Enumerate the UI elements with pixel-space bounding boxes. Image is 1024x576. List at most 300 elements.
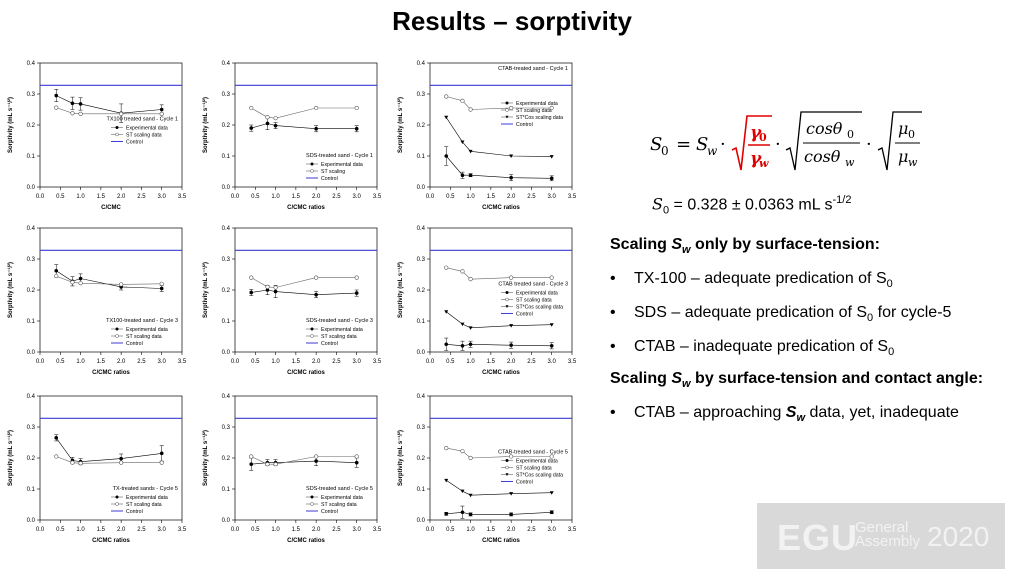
formula-cos0-sub: 0 xyxy=(847,128,854,141)
st-scaling-point xyxy=(71,280,75,284)
bullet-tail: for cycle-5 xyxy=(873,304,952,321)
y-tick-label: 0.1 xyxy=(221,319,230,325)
st-scaling-point xyxy=(249,455,253,459)
x-tick-label: 2.5 xyxy=(332,194,341,200)
legend-label: ST scaling data xyxy=(126,334,162,340)
x-axis-label: C/CMC ratios xyxy=(482,205,520,211)
legend-marker xyxy=(311,335,314,338)
bullet-text: CTAB – approaching xyxy=(634,404,786,421)
experimental-point xyxy=(160,287,164,291)
legend-marker xyxy=(116,133,119,136)
egu-logo xyxy=(757,503,1005,569)
st-scaling-point xyxy=(54,455,58,459)
experimental-point xyxy=(119,457,123,461)
st-scaling-point xyxy=(444,95,448,99)
x-tick-label: 3.5 xyxy=(177,527,187,533)
formula-dot-3: · xyxy=(866,134,872,155)
y-tick-label: 0.4 xyxy=(26,226,35,232)
experimental-point xyxy=(160,108,164,112)
y-tick-label: 0.3 xyxy=(221,92,230,98)
st-scaling-point xyxy=(160,282,164,286)
x-tick-label: 0.5 xyxy=(446,359,455,365)
legend-label: Experimental data xyxy=(126,327,168,333)
y-tick-label: 0.3 xyxy=(416,92,425,98)
bullet-sds xyxy=(610,304,1020,324)
legend-marker xyxy=(116,496,119,499)
bullet-dot: • xyxy=(610,304,616,321)
st-scaling-point xyxy=(160,112,164,116)
legend-label: Control xyxy=(126,341,143,347)
legend-label: ST scaling data xyxy=(126,502,162,508)
experimental-point xyxy=(444,342,448,346)
st-scaling-point xyxy=(469,108,473,112)
x-tick-label: 1.5 xyxy=(96,359,106,365)
experimental-point xyxy=(461,173,465,177)
y-tick-label: 0.0 xyxy=(416,350,425,356)
y-tick-label: 0.4 xyxy=(26,61,35,67)
y-tick-label: 0.0 xyxy=(416,185,425,191)
experimental-point xyxy=(550,344,554,348)
legend-marker xyxy=(116,126,119,129)
y-tick-label: 0.3 xyxy=(221,425,230,431)
y-tick-label: 0.2 xyxy=(416,288,425,294)
x-tick-label: 3.5 xyxy=(567,359,577,365)
formula-muw: μ xyxy=(898,147,909,166)
x-tick-label: 3.0 xyxy=(547,527,556,533)
x-tick-label: 0.0 xyxy=(425,527,435,533)
y-tick-label: 0.2 xyxy=(416,456,425,462)
formula-gammaw-sub: w xyxy=(759,157,769,170)
bullet-text: TX-100 – adequate predication of S xyxy=(634,270,887,287)
st-scaling-point xyxy=(550,276,554,280)
legend-label: ST scaling data xyxy=(321,334,357,340)
heading2-sym: S xyxy=(671,370,683,387)
y-axis-label: Sorptivity (mL s⁻¹/²) xyxy=(8,96,14,154)
legend-label: Control xyxy=(126,139,143,146)
st-scaling-point xyxy=(461,99,465,103)
heading2-sub: w xyxy=(682,378,691,391)
y-tick-label: 0.2 xyxy=(26,456,35,462)
experimental-point xyxy=(469,513,473,517)
x-tick-label: 1.0 xyxy=(76,359,85,365)
x-tick-label: 3.0 xyxy=(547,359,556,365)
bullet-ctab-approaching xyxy=(610,404,1020,424)
x-tick-label: 3.0 xyxy=(157,194,166,200)
y-tick-label: 0.0 xyxy=(221,185,230,191)
x-tick-label: 1.0 xyxy=(271,527,280,533)
experimental-point xyxy=(79,277,83,281)
st-scaling-point xyxy=(119,283,123,287)
bullet-text: CTAB – inadequate predication of S xyxy=(634,338,889,355)
heading-surface-tension xyxy=(610,236,880,256)
x-tick-label: 1.5 xyxy=(486,527,496,533)
st-cos-scaling-point xyxy=(460,490,464,494)
s0-result xyxy=(652,194,851,217)
st-scaling-point xyxy=(160,461,164,465)
formula-gamma0: γ xyxy=(750,123,762,143)
y-axis-label: Sorptivity (mL s⁻¹/²) xyxy=(8,261,14,319)
legend-marker xyxy=(311,503,314,506)
formula-cosw-sub: w xyxy=(845,156,855,169)
legend-label: Experimental data xyxy=(321,495,363,501)
bullet-sub: 0 xyxy=(886,278,893,291)
y-tick-label: 0.3 xyxy=(26,257,35,263)
st-scaling-point xyxy=(79,281,83,285)
x-tick-label: 2.0 xyxy=(506,527,516,533)
st-scaling-point xyxy=(71,111,75,115)
slide-title: Results – sorptivity xyxy=(392,6,632,36)
y-tick-label: 0.2 xyxy=(416,123,425,129)
heading2-post: by surface-tension and contact angle: xyxy=(690,370,984,387)
st-scaling-point xyxy=(355,106,359,110)
y-axis-label: Sorptivity (mL s⁻¹/²) xyxy=(398,96,404,154)
x-tick-label: 0.0 xyxy=(35,194,45,200)
y-tick-label: 0.3 xyxy=(221,257,230,263)
experimental-point xyxy=(274,290,278,294)
x-tick-label: 2.5 xyxy=(332,359,341,365)
st-scaling-point xyxy=(119,461,123,465)
st-scaling-point xyxy=(249,106,253,110)
experimental-point xyxy=(355,461,359,465)
x-tick-label: 1.0 xyxy=(271,194,280,200)
x-tick-label: 0.0 xyxy=(425,194,435,200)
legend-label: ST scaling data xyxy=(126,132,162,139)
y-tick-label: 0.0 xyxy=(221,350,230,356)
experimental-point xyxy=(249,126,253,130)
y-tick-label: 0.1 xyxy=(416,154,425,160)
formula-dot-2: · xyxy=(775,134,781,155)
s0-value-exp: -1/2 xyxy=(832,194,852,206)
bullet-tail: data, yet, inadequate xyxy=(805,404,959,421)
sorptivity-chart xyxy=(0,220,190,380)
st-cos-scaling-point xyxy=(444,116,448,120)
legend-marker xyxy=(506,459,509,462)
experimental-point xyxy=(249,291,253,295)
x-tick-label: 3.5 xyxy=(372,194,382,200)
st-scaling-point xyxy=(355,455,359,459)
sorptivity-chart xyxy=(195,220,385,380)
sorptivity-chart xyxy=(390,55,580,215)
heading1-sym: S xyxy=(671,236,683,253)
legend-marker xyxy=(311,496,314,499)
experimental-point xyxy=(160,452,164,456)
experimental-point xyxy=(355,127,359,131)
formula-equals: = xyxy=(676,134,692,155)
bullet-sub: 0 xyxy=(867,312,874,325)
x-tick-label: 3.0 xyxy=(352,359,361,365)
experimental-point xyxy=(79,102,83,106)
st-scaling-point xyxy=(249,276,253,280)
experimental-point xyxy=(249,462,253,466)
s0-symbol-sub: 0 xyxy=(662,204,670,217)
chart-title: SDS-treated sand - Cycle 1 xyxy=(306,153,373,159)
x-tick-label: 2.0 xyxy=(311,359,321,365)
legend-label: Control xyxy=(516,311,533,318)
legend-label: ST*Cos scaling data xyxy=(516,304,563,311)
x-axis-label: C/CMC ratios xyxy=(287,205,325,211)
st-scaling-point xyxy=(469,277,473,281)
st-scaling-point xyxy=(314,106,318,110)
y-tick-label: 0.2 xyxy=(221,288,230,294)
st-scaling-point xyxy=(461,449,465,453)
x-tick-label: 3.5 xyxy=(567,527,577,533)
legend-marker xyxy=(506,298,509,301)
y-tick-label: 0.1 xyxy=(26,487,35,493)
st-scaling-point xyxy=(266,285,270,289)
heading-surface-tension-contact-angle xyxy=(610,370,983,390)
st-scaling-point xyxy=(79,112,83,116)
x-axis-label: C/CMC ratios xyxy=(287,370,325,376)
legend-marker xyxy=(506,102,509,105)
legend-label: Control xyxy=(516,479,533,486)
bullet-sub: 0 xyxy=(888,346,895,359)
x-tick-label: 2.5 xyxy=(527,194,536,200)
y-axis-label: Sorptivity (mL s⁻¹/²) xyxy=(203,429,209,487)
x-tick-label: 2.0 xyxy=(116,359,126,365)
x-tick-label: 0.5 xyxy=(56,527,65,533)
legend-label: Experimental data xyxy=(321,327,363,333)
y-tick-label: 0.0 xyxy=(26,518,35,524)
x-tick-label: 1.0 xyxy=(466,527,475,533)
x-tick-label: 3.5 xyxy=(372,359,382,365)
x-tick-label: 2.0 xyxy=(116,194,126,200)
st-scaling-point xyxy=(444,266,448,270)
experimental-point xyxy=(71,102,75,106)
egu-logo-assembly: Assembly xyxy=(855,533,921,550)
x-tick-label: 2.5 xyxy=(527,527,536,533)
chart-title: CTAB-treated sand - Cycle 1 xyxy=(498,66,568,72)
bullet-sym: S xyxy=(785,404,797,421)
y-tick-label: 0.1 xyxy=(221,487,230,493)
st-scaling-point xyxy=(469,456,473,460)
y-tick-label: 0.3 xyxy=(26,425,35,431)
experimental-point xyxy=(314,293,318,297)
legend-label: Experimental data xyxy=(126,125,168,132)
formula-sw-sub: w xyxy=(707,144,718,158)
x-tick-label: 2.0 xyxy=(311,194,321,200)
st-scaling-point xyxy=(119,112,123,116)
sorptivity-chart xyxy=(390,220,580,380)
st-cos-scaling-point xyxy=(469,494,473,498)
sorptivity-chart xyxy=(195,388,385,548)
legend-marker xyxy=(116,503,119,506)
chart-title: SDS-treated sand - Cycle 3 xyxy=(306,318,373,324)
y-axis-label: Sorptivity (mL s⁻¹/²) xyxy=(203,261,209,319)
st-scaling-point xyxy=(314,276,318,280)
st-scaling-point xyxy=(54,106,58,110)
x-tick-label: 0.0 xyxy=(35,359,45,365)
st-scaling-point xyxy=(79,461,83,465)
experimental-point xyxy=(550,510,554,514)
y-tick-label: 0.1 xyxy=(221,154,230,160)
y-axis-label: Sorptivity (mL s⁻¹/²) xyxy=(398,261,404,319)
experimental-point xyxy=(469,173,473,177)
x-tick-label: 1.5 xyxy=(291,359,301,365)
x-axis-label: C/CMC xyxy=(101,205,121,211)
st-scaling-point xyxy=(266,462,270,466)
legend-label: Experimental data xyxy=(126,495,168,501)
legend-label: Control xyxy=(321,176,338,182)
experimental-point xyxy=(314,127,318,131)
x-tick-label: 0.0 xyxy=(425,359,435,365)
formula-sw: S xyxy=(696,134,709,155)
chart-title: CTAB-treated sand - Cycle 5 xyxy=(498,449,568,456)
x-tick-label: 2.0 xyxy=(116,527,126,533)
formula-gammaw: γ xyxy=(750,149,762,169)
experimental-point xyxy=(355,291,359,295)
x-axis-label: C/CMC ratios xyxy=(287,538,325,544)
y-axis-label: Sorptivity (mL s⁻¹/²) xyxy=(203,96,209,154)
heading1-post: only by surface-tension: xyxy=(690,236,880,253)
bullet-tx100 xyxy=(610,270,1020,290)
y-axis-label: Sorptivity (mL s⁻¹/²) xyxy=(398,429,404,487)
y-tick-label: 0.4 xyxy=(221,61,230,67)
y-tick-label: 0.3 xyxy=(416,257,425,263)
sorptivity-chart xyxy=(195,55,385,215)
experimental-point xyxy=(54,269,58,273)
st-scaling-point xyxy=(274,462,278,466)
x-tick-label: 3.0 xyxy=(157,359,166,365)
st-cos-scaling-point xyxy=(460,323,464,327)
y-tick-label: 0.4 xyxy=(26,394,35,400)
legend-label: ST scaling data xyxy=(516,297,552,304)
y-tick-label: 0.1 xyxy=(416,319,425,325)
x-tick-label: 2.0 xyxy=(506,359,516,365)
x-tick-label: 1.5 xyxy=(96,527,106,533)
st-scaling-point xyxy=(461,270,465,274)
formula-gamma0-sub: 0 xyxy=(759,131,767,144)
legend-label: Control xyxy=(321,509,338,515)
y-tick-label: 0.2 xyxy=(221,456,230,462)
x-tick-label: 0.0 xyxy=(35,527,45,533)
chart-title: TX-treated sands - Cycle 5 xyxy=(112,486,178,492)
y-tick-label: 0.3 xyxy=(416,425,425,431)
legend-marker xyxy=(311,163,314,166)
experimental-point xyxy=(461,510,465,514)
x-tick-label: 1.0 xyxy=(271,359,280,365)
legend-label: ST*Cos scaling data xyxy=(516,472,563,479)
heading1-sub: w xyxy=(682,244,691,257)
legend-label: Control xyxy=(516,122,533,128)
sorptivity-chart xyxy=(0,55,190,215)
y-tick-label: 0.2 xyxy=(221,123,230,129)
st-scaling-point xyxy=(266,115,270,119)
x-tick-label: 3.0 xyxy=(157,527,166,533)
formula-muw-sub: w xyxy=(908,156,918,169)
x-tick-label: 1.0 xyxy=(76,527,85,533)
experimental-point xyxy=(509,513,513,517)
bullet-sym-sub: w xyxy=(796,412,806,425)
y-tick-label: 0.1 xyxy=(26,319,35,325)
y-tick-label: 0.0 xyxy=(26,185,35,191)
chart-title: CTAB treated sand - Cycle 3 xyxy=(498,281,568,288)
sorptivity-formula xyxy=(650,108,950,178)
experimental-point xyxy=(444,154,448,158)
legend-label: Experimental data xyxy=(321,162,363,168)
plot-frame xyxy=(235,63,377,187)
x-tick-label: 3.0 xyxy=(547,194,556,200)
x-tick-label: 2.0 xyxy=(506,194,516,200)
egu-logo-year: 2020 xyxy=(927,521,990,552)
series-line xyxy=(446,312,552,328)
experimental-point xyxy=(509,176,513,180)
formula-mu0-sub: 0 xyxy=(908,128,915,141)
st-scaling-point xyxy=(444,446,448,450)
x-tick-label: 1.0 xyxy=(76,194,85,200)
legend-label: Control xyxy=(126,509,143,515)
x-tick-label: 0.5 xyxy=(251,527,260,533)
y-tick-label: 0.4 xyxy=(416,61,425,67)
legend-marker xyxy=(311,328,314,331)
legend-marker xyxy=(506,109,509,112)
legend-marker xyxy=(506,466,509,469)
chart-title: TX100-treated sand - Cycle 3 xyxy=(106,318,178,324)
x-tick-label: 1.5 xyxy=(291,194,301,200)
experimental-point xyxy=(509,343,513,347)
st-cos-scaling-point xyxy=(444,310,448,314)
legend-marker xyxy=(116,335,119,338)
experimental-point xyxy=(314,459,318,463)
st-cos-scaling-point xyxy=(469,326,473,330)
x-tick-label: 1.0 xyxy=(466,359,475,365)
st-scaling-point xyxy=(54,274,58,278)
legend-marker xyxy=(506,291,509,294)
x-tick-label: 2.5 xyxy=(137,527,146,533)
x-tick-label: 1.5 xyxy=(486,194,496,200)
x-tick-label: 0.0 xyxy=(230,194,240,200)
x-tick-label: 2.5 xyxy=(137,359,146,365)
x-tick-label: 3.0 xyxy=(352,194,361,200)
experimental-point xyxy=(54,94,58,98)
formula-cos0: cosθ xyxy=(806,119,843,138)
x-tick-label: 1.5 xyxy=(486,359,496,365)
st-cos-scaling-point xyxy=(444,479,448,483)
legend-label: ST scaling data xyxy=(321,502,357,508)
y-tick-label: 0.4 xyxy=(221,394,230,400)
formula-cosw: cosθ xyxy=(804,147,841,166)
legend-label: Experimental data xyxy=(516,458,558,465)
st-scaling-point xyxy=(509,106,513,110)
x-tick-label: 1.5 xyxy=(291,527,301,533)
y-tick-label: 0.4 xyxy=(221,226,230,232)
chart-title: TX100 treated sand - Cycle 1 xyxy=(106,116,178,123)
x-tick-label: 2.0 xyxy=(311,527,321,533)
y-tick-label: 0.0 xyxy=(416,518,425,524)
experimental-point xyxy=(550,177,554,181)
x-tick-label: 3.5 xyxy=(177,194,187,200)
y-axis-label: Sorptivity (mL s⁻¹/²) xyxy=(8,429,14,487)
legend-label: ST scaling data xyxy=(516,465,552,472)
st-scaling-point xyxy=(71,461,75,465)
x-tick-label: 2.5 xyxy=(137,194,146,200)
x-tick-label: 0.5 xyxy=(251,194,260,200)
legend-label: Experimental data xyxy=(516,101,558,107)
y-tick-label: 0.3 xyxy=(26,92,35,98)
bullet-ctab xyxy=(610,338,1020,358)
y-tick-label: 0.0 xyxy=(221,518,230,524)
y-tick-label: 0.2 xyxy=(26,288,35,294)
egu-logo-text: EGU xyxy=(777,517,859,558)
st-scaling-point xyxy=(274,116,278,120)
bullet-dot: • xyxy=(610,338,616,355)
y-tick-label: 0.4 xyxy=(416,394,425,400)
legend-label: ST scaling xyxy=(321,169,346,175)
formula-s0-sub: 0 xyxy=(661,144,669,158)
bullet-dot: • xyxy=(610,270,616,287)
x-tick-label: 0.5 xyxy=(446,194,455,200)
x-tick-label: 1.0 xyxy=(466,194,475,200)
x-axis-label: C/CMC ratios xyxy=(92,370,130,376)
